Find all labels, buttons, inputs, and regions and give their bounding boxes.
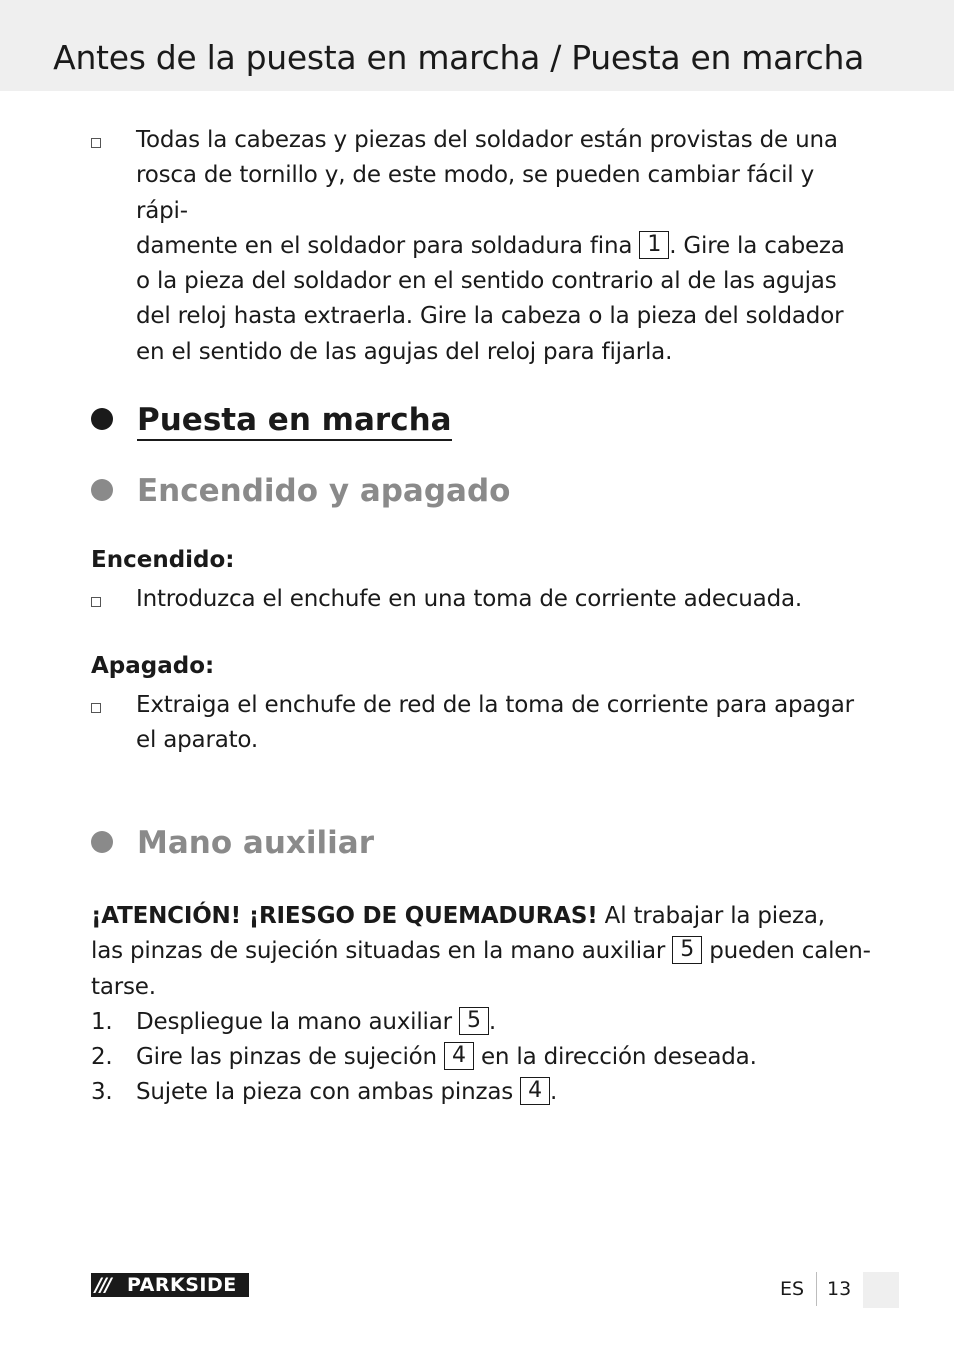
intro-bullet (91, 123, 871, 370)
warning-text: pueden calen- (709, 938, 871, 965)
warning-text: Al trabajar la pieza, (597, 903, 825, 929)
step-text-part: . (488, 1009, 496, 1035)
part-reference-box: 5 (672, 936, 702, 964)
checkbox-bullet-icon (91, 597, 101, 607)
warning-line (91, 934, 881, 969)
intro-line: en el sentido de las agujas del reloj para fijarla. (136, 338, 673, 365)
checkbox-bullet-icon (91, 703, 101, 713)
section-heading-label: Encendido y apagado (137, 473, 511, 509)
intro-paragraph (136, 123, 871, 370)
intro-line-text: . Gire la cabeza (669, 232, 845, 259)
encendido-bullet (91, 582, 871, 617)
apagado-paragraph (136, 688, 871, 759)
logo-slashes-icon: /// (95, 1274, 110, 1296)
step-text-part: Gire las pinzas de sujeción (136, 1044, 437, 1070)
language-code: ES (780, 1278, 805, 1300)
warning-line: tarse. (91, 973, 156, 1000)
brand-logo (91, 1273, 249, 1297)
intro-line: o la pieza del soldador en el sentido contrario al de las agujas (136, 268, 837, 295)
step-text (136, 1040, 871, 1075)
burn-warning (91, 899, 881, 1005)
checkbox-bullet-icon (91, 138, 101, 148)
bullet-dot-icon (91, 408, 113, 430)
header-band (0, 0, 954, 91)
encendido-text: Introduzca el enchufe en una toma de corriente adecuada. (136, 586, 802, 612)
page-number: 13 (827, 1278, 852, 1300)
step-text-part: en la dirección deseada. (473, 1044, 757, 1070)
step-text (136, 1005, 871, 1040)
intro-line (136, 229, 871, 264)
warning-text: las pinzas de sujeción situadas en la mano auxiliar (91, 938, 666, 965)
section-heading-label: Puesta en marcha (137, 402, 452, 441)
page-tab (863, 1272, 899, 1308)
step-text-part: Despliegue la mano auxiliar (136, 1009, 452, 1035)
bullet-dot-icon (91, 831, 113, 853)
step-number: 3. (91, 1079, 113, 1105)
step-text-part: Sujete la pieza con ambas pinzas (136, 1079, 514, 1105)
apagado-line: el aparato. (136, 727, 258, 754)
encendido-label: Encendido: (91, 547, 235, 573)
step-item (91, 1040, 871, 1075)
warning-line (91, 899, 881, 934)
brand-name: PARKSIDE (127, 1274, 237, 1296)
section-heading-label: Mano auxiliar (137, 825, 374, 861)
footer-divider (816, 1272, 817, 1306)
page-title: Antes de la puesta en marcha / Puesta en marcha (53, 38, 864, 77)
intro-line: Todas la cabezas y piezas del soldador están provistas de una (136, 127, 838, 153)
step-number: 2. (91, 1044, 113, 1070)
apagado-bullet (91, 688, 871, 759)
step-number: 1. (91, 1009, 113, 1035)
intro-line: rosca de tornillo y, de este modo, se pueden cambiar fácil y rápi- (136, 162, 815, 224)
step-item (91, 1075, 871, 1110)
part-reference-box: 5 (459, 1007, 489, 1035)
part-reference-box: 1 (639, 231, 669, 259)
apagado-label: Apagado: (91, 653, 215, 679)
part-reference-box: 4 (520, 1077, 550, 1105)
warning-strong: ¡ATENCIÓN! ¡RIESGO DE QUEMADURAS! (91, 903, 598, 929)
apagado-line: Extraiga el enchufe de red de la toma de corriente para apagar (136, 692, 854, 718)
intro-line: del reloj hasta extraerla. Gire la cabeza o la pieza del soldador (136, 303, 844, 330)
step-text (136, 1075, 871, 1110)
intro-line-text: damente en el soldador para soldadura fina (136, 232, 633, 259)
step-item (91, 1005, 871, 1040)
part-reference-box: 4 (444, 1042, 474, 1070)
bullet-dot-icon (91, 479, 113, 501)
step-text-part: . (549, 1079, 558, 1105)
